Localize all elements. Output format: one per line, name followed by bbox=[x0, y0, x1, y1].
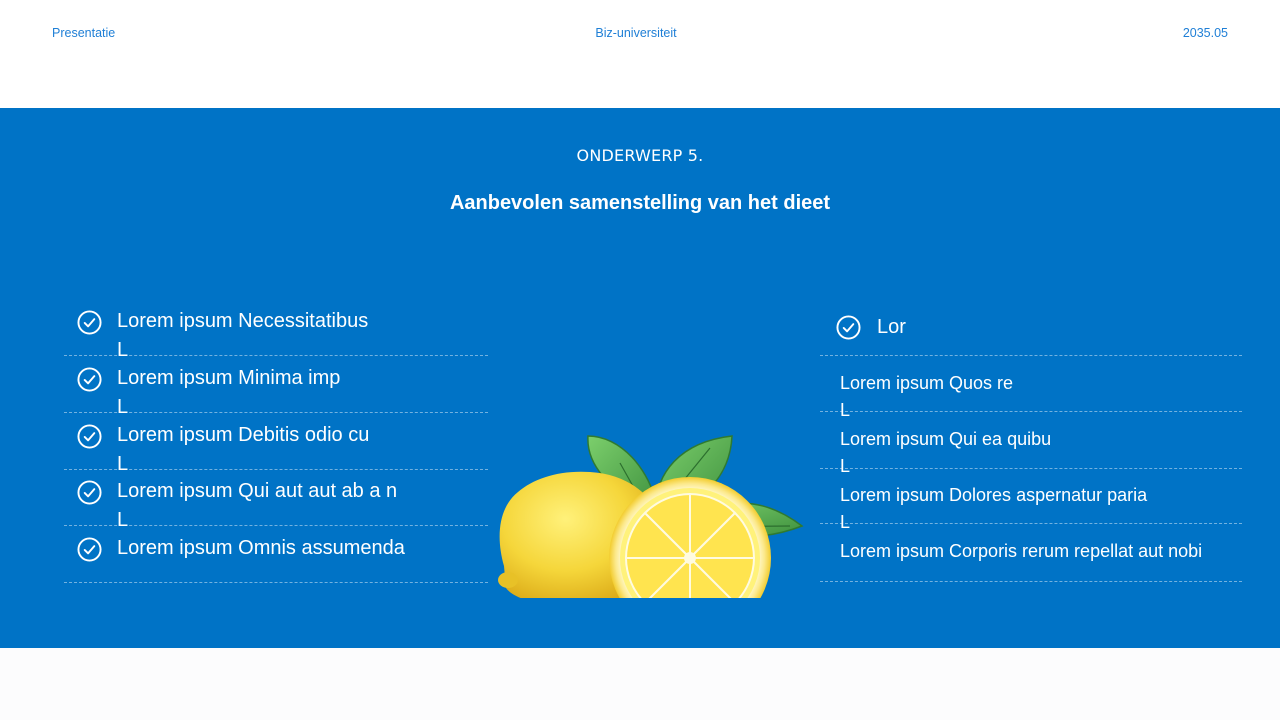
left-list-item-text: Lorem ipsum Minima imp L bbox=[117, 367, 341, 418]
header-label-center: Biz-universiteit bbox=[595, 26, 677, 40]
divider bbox=[820, 581, 1242, 582]
slide-header bbox=[0, 0, 1280, 108]
right-list-item-text: Lorem ipsum Corporis rerum repellat aut nobi bbox=[840, 541, 1203, 561]
check-circle-icon bbox=[77, 537, 102, 562]
left-list-item bbox=[64, 413, 488, 475]
check-circle-icon bbox=[77, 480, 102, 505]
right-list-item-text: Lorem ipsum Dolores aspernatur paria L bbox=[840, 485, 1148, 532]
check-circle-icon bbox=[77, 310, 102, 335]
left-list-item-text: Lorem ipsum Omnis assumenda bbox=[117, 537, 405, 559]
slide-title: Aanbevolen samenstelling van het dieet bbox=[449, 192, 831, 214]
left-list-item bbox=[64, 526, 488, 583]
check-circle-icon bbox=[77, 367, 102, 392]
right-list-header-text: Lor bbox=[877, 316, 906, 338]
right-list-item bbox=[820, 416, 1242, 476]
right-list-item bbox=[820, 360, 1242, 420]
divider bbox=[64, 582, 488, 583]
left-list-item-text: Lorem ipsum Necessitatibus L bbox=[117, 310, 369, 361]
divider bbox=[820, 523, 1242, 524]
check-circle-icon bbox=[836, 315, 861, 340]
right-list-item bbox=[820, 472, 1242, 532]
divider bbox=[820, 411, 1242, 412]
left-list-item-text: Lorem ipsum Debitis odio cu L bbox=[117, 424, 370, 475]
slide-footer bbox=[0, 648, 1280, 720]
left-list-item-text: Lorem ipsum Qui aut aut ab a n L bbox=[117, 480, 398, 531]
right-list-item bbox=[820, 528, 1242, 584]
header-label-left: Presentatie bbox=[52, 26, 116, 40]
right-list-item-text: Lorem ipsum Quos re L bbox=[840, 373, 1014, 420]
check-circle-icon bbox=[77, 424, 102, 449]
right-list-header bbox=[820, 304, 1242, 356]
left-list-item bbox=[64, 299, 488, 361]
left-list-item bbox=[64, 356, 488, 418]
divider bbox=[820, 468, 1242, 469]
right-list-item-text: Lorem ipsum Qui ea quibu L bbox=[840, 429, 1052, 476]
divider bbox=[820, 355, 1242, 356]
content-band bbox=[0, 108, 1280, 648]
topic-label: ONDERWERP 5. bbox=[576, 146, 704, 165]
right-checklist bbox=[820, 108, 1242, 648]
left-checklist bbox=[64, 108, 488, 648]
lemon-image bbox=[490, 318, 810, 598]
left-list-item bbox=[64, 469, 488, 531]
header-label-right: 2035.05 bbox=[1182, 26, 1228, 40]
